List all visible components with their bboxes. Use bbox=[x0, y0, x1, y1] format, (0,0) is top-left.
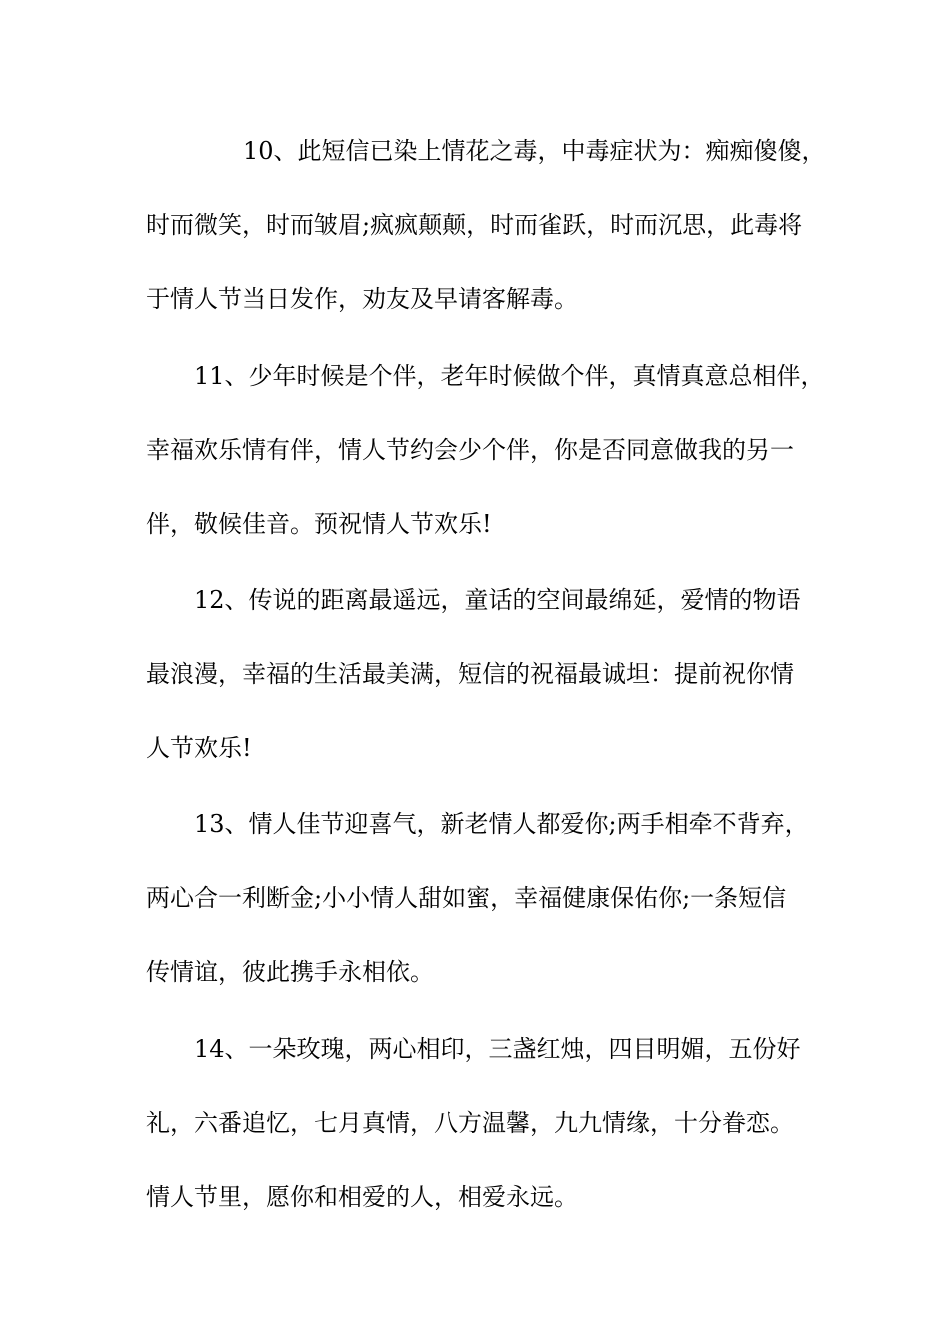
paragraph-line: 13、情人佳节迎喜气，新老情人都爱你;两手相牵不背弃， bbox=[194, 810, 809, 838]
paragraph-line: 两心合一利断金;小小情人甜如蜜，幸福健康保佑你;一条短信 bbox=[146, 884, 787, 912]
paragraph-14 bbox=[146, 1012, 826, 1234]
paragraph-line: 情人节里，愿你和相爱的人，相爱永远。 bbox=[146, 1183, 578, 1211]
paragraph-line: 最浪漫，幸福的生活最美满，短信的祝福最诚坦：提前祝你情 bbox=[146, 660, 794, 688]
paragraph-line: 10、此短信已染上情花之毒，中毒症状为：痴痴傻傻， bbox=[243, 137, 826, 165]
paragraph-line: 传情谊，彼此携手永相依。 bbox=[146, 958, 434, 986]
paragraph-line: 14、一朵玫瑰，两心相印，三盏红烛，四目明媚，五份好 bbox=[194, 1035, 801, 1063]
paragraph-line: 伴，敬候佳音。预祝情人节欢乐! bbox=[146, 510, 492, 538]
paragraph-line: 幸福欢乐情有伴，情人节约会少个伴，你是否同意做我的另一 bbox=[146, 436, 794, 464]
paragraph-10 bbox=[146, 114, 826, 336]
paragraph-line: 人节欢乐! bbox=[146, 734, 252, 762]
paragraph-line: 礼，六番追忆，七月真情，八方温馨，九九情缘，十分眷恋。 bbox=[146, 1109, 794, 1137]
paragraph-line: 时而微笑，时而皱眉;疯疯颠颠，时而雀跃，时而沉思，此毒将 bbox=[146, 211, 803, 239]
paragraph-11 bbox=[146, 339, 826, 561]
paragraph-line: 于情人节当日发作，劝友及早请客解毒。 bbox=[146, 285, 578, 313]
paragraph-12 bbox=[146, 563, 826, 785]
paragraph-line: 11、少年时候是个伴，老年时候做个伴，真情真意总相伴， bbox=[194, 362, 825, 390]
paragraph-13 bbox=[146, 787, 826, 1009]
paragraph-line: 12、传说的距离最遥远，童话的空间最绵延，爱情的物语 bbox=[194, 586, 801, 614]
